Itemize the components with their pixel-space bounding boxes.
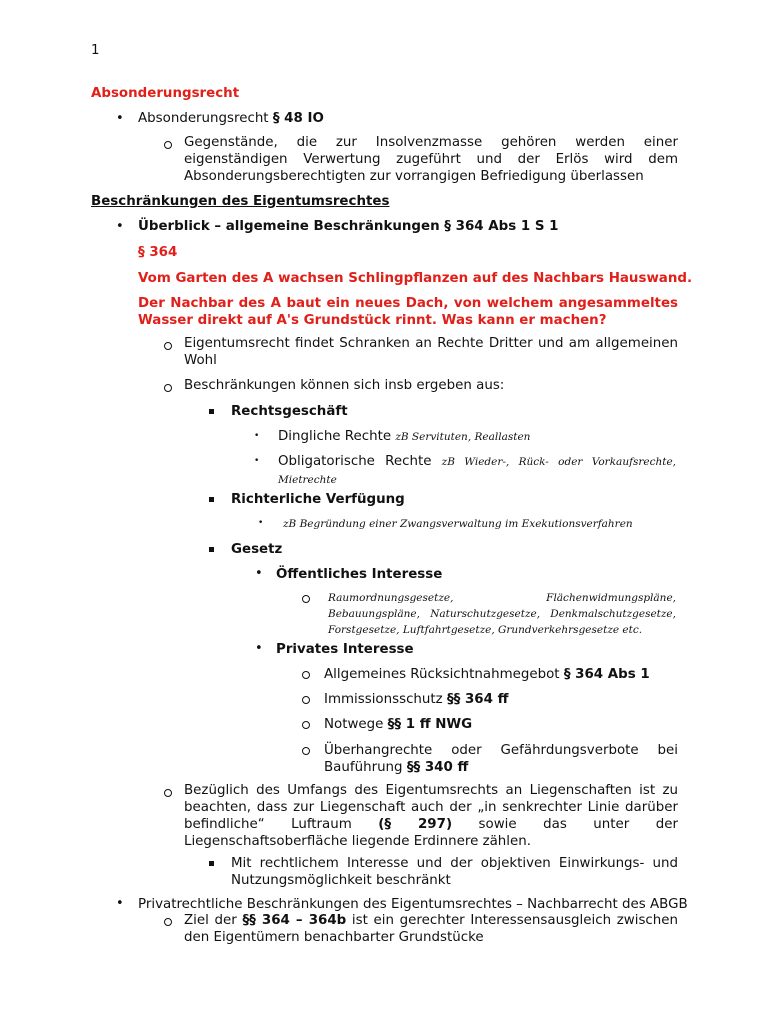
legal-ref: § 48 IO — [272, 111, 324, 126]
square-bullet-icon — [209, 861, 214, 866]
bullet-dot: • — [255, 641, 263, 656]
item-text: Immissionsschutz — [324, 692, 447, 707]
square-bullet-icon — [209, 497, 214, 502]
circle-bullet-icon — [302, 696, 310, 704]
circle-bullet-icon — [302, 747, 310, 755]
heading-beschraenkungen: Beschränkungen des Eigentumsrechtes — [91, 194, 390, 209]
bullet-dot: • — [116, 896, 124, 911]
sub-item-rechtliches-interesse: Mit rechtlichem Interesse und der objektiven Einwirkungs- und Nutzungsmöglichkeit beschränkt — [231, 856, 678, 888]
text-part: Ziel der — [184, 913, 243, 928]
overview-item: Überblick – allgemeine Beschränkungen § 364 Abs 1 S 1 — [138, 219, 559, 234]
legal-ref: §§ 340 ff — [406, 760, 469, 775]
case-2: Der Nachbar des A baut ein neues Dach, von welchem angesammeltes Wasser direkt auf A's Grundstück rinnt. Was kann er machen? — [138, 296, 678, 328]
legal-ref: §§ 364 – 364b — [242, 913, 347, 928]
case-ref: § 364 — [138, 245, 178, 260]
bullet-dot: • — [116, 219, 124, 234]
circle-bullet-icon — [164, 384, 172, 392]
legal-ref: (§ 297) — [378, 817, 453, 832]
item-notwege — [324, 716, 472, 733]
item-text: Dingliche Rechte — [278, 429, 396, 444]
text-part: Bezüglich des Umfangs des Eigentumsrechts an Liegenschaften ist zu beachten, dass zur Liegenschaft auch der „in senkrechter Linie darüber befindliche“ Luftraum — [184, 783, 678, 832]
circle-bullet-icon — [164, 141, 172, 149]
item-note: zB Wieder-, Rück- oder Vorkaufsrechte, Mietrechte — [278, 456, 677, 486]
circle-bullet-icon — [302, 671, 310, 679]
label-richterliche-verfuegung: Richterliche Verfügung — [231, 492, 405, 507]
point-eigentumsrecht: Eigentumsrecht findet Schranken an Rechte Dritter und am allgemeinen Wohl — [184, 336, 678, 368]
bullet-dot: • — [116, 111, 124, 126]
item-text: Absonderungsrecht — [138, 111, 273, 126]
legal-ref: § 364 Abs 1 — [563, 667, 650, 682]
legal-ref: §§ 1 ff NWG — [387, 717, 473, 732]
sub-item-ziel — [184, 912, 678, 946]
circle-bullet-icon — [164, 918, 172, 926]
item-text: Notwege — [324, 717, 388, 732]
circle-bullet-icon — [302, 595, 310, 603]
point-umfang — [184, 782, 678, 850]
item-immissionsschutz — [324, 691, 508, 708]
point-beschraenkungen: Beschränkungen können sich insb ergeben aus: — [184, 378, 505, 393]
circle-bullet-icon — [164, 789, 172, 797]
legal-ref: §§ 364 ff — [446, 692, 509, 707]
page-number: 1 — [91, 43, 100, 58]
item-note: zB Servituten, Reallasten — [395, 431, 531, 443]
item-text: Überhangrechte oder Gefährdungsverbote bei Bauführung — [324, 743, 678, 775]
text-part: ist ein gerechter Interessensausgleich zwischen den Eigentümern benachbarter Grundstücke — [184, 913, 679, 945]
sub-item-gegenstaende: Gegenstände, die zur Insolvenzmasse gehören werden einer eigenständigen Verwertung zugeführt und der Erlös wird dem Absonderungsberechtigten zur vorrangigen Befriedigung überlassen — [184, 135, 678, 184]
bullet-dot: • — [254, 456, 260, 466]
item-dingliche-rechte — [278, 428, 530, 446]
bullet-dot: • — [254, 431, 260, 441]
item-text: Allgemeines Rücksichtnahmegebot — [324, 667, 564, 682]
label-gesetz: Gesetz — [231, 542, 283, 557]
text-part: sowie das unter der Liegenschaftsoberfläche liegende Erdinnere zählen. — [184, 817, 678, 849]
item-privatrechtliche: Privatrechtliche Beschränkungen des Eigentumsrechtes – Nachbarrecht des ABGB — [138, 897, 688, 912]
item-text: Obligatorische Rechte — [278, 454, 442, 469]
item-oeffentliche-gesetze: Raumordnungsgesetze, Flächenwidmungspläne, Bebauungspläne, Naturschutzgesetze, Denkmalschutzgesetze, Forstgesetze, Luftfahrtgesetze, Grundverkehrsgesetze etc. — [328, 592, 676, 636]
item-ruecksichtnahmegebot — [324, 666, 650, 683]
heading-absonderungsrecht: Absonderungsrecht — [91, 86, 240, 101]
circle-bullet-icon — [164, 342, 172, 350]
bullet-dot: • — [255, 566, 263, 581]
label-oeffentliches-interesse: Öffentliches Interesse — [276, 567, 443, 582]
item-obligatorische-rechte — [278, 453, 676, 489]
label-privates-interesse: Privates Interesse — [276, 642, 414, 657]
item-ueberhangrechte — [324, 742, 678, 776]
item-zwangsverwaltung: zB Begründung einer Zwangsverwaltung im Exekutionsverfahren — [283, 518, 633, 530]
bullet-dot: • — [258, 518, 264, 528]
label-rechtsgeschaeft: Rechtsgeschäft — [231, 404, 348, 419]
square-bullet-icon — [209, 409, 214, 414]
circle-bullet-icon — [302, 721, 310, 729]
square-bullet-icon — [209, 547, 214, 552]
list-item-absonderungsrecht — [138, 110, 324, 127]
case-1: Vom Garten des A wachsen Schlingpflanzen auf des Nachbars Hauswand. — [138, 271, 693, 286]
